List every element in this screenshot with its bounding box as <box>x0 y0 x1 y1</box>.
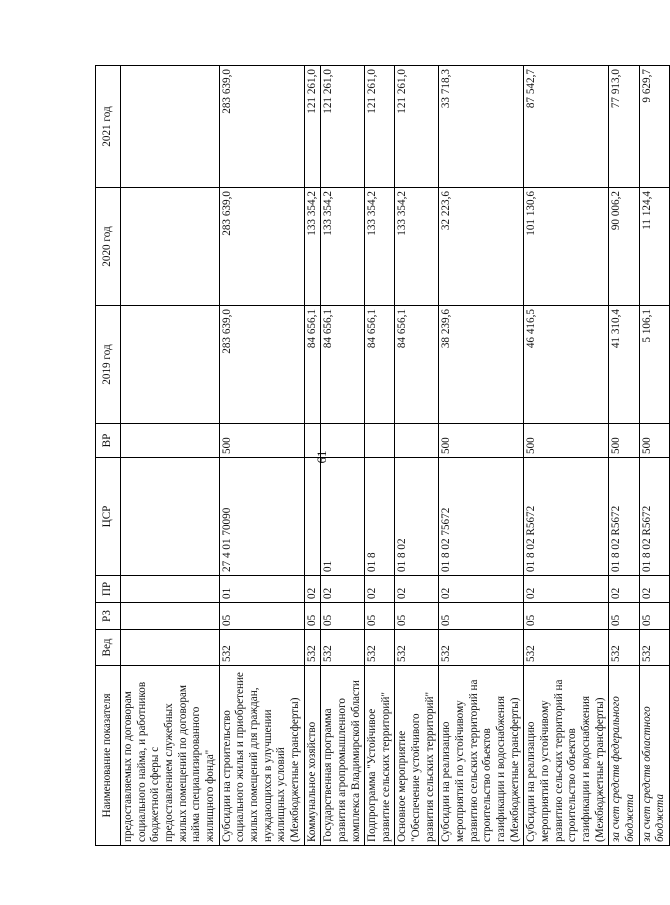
table-row <box>439 66 524 846</box>
table-row <box>609 66 639 846</box>
cell-ved: 532 <box>365 630 395 666</box>
cell-2021: 87 542,7 <box>524 66 609 188</box>
cell-vr <box>321 424 365 458</box>
cell-vr <box>304 424 321 458</box>
cell-ved: 532 <box>439 630 524 666</box>
header-2020: 2020 год <box>96 188 121 306</box>
cell-2019: 84 656,1 <box>304 306 321 424</box>
header-2019: 2019 год <box>96 306 121 424</box>
cell-csr: 01 8 02 R5672 <box>639 458 669 576</box>
cell-2019: 283 639,0 <box>219 306 304 424</box>
cell-2019: 84 656,1 <box>321 306 365 424</box>
table-row <box>524 66 609 846</box>
cell-pr: 01 <box>219 576 304 603</box>
table-row <box>219 66 304 846</box>
cell-vr: 500 <box>639 424 669 458</box>
cell-2021: 283 639,0 <box>219 66 304 188</box>
cell-csr: 01 8 02 R5672 <box>524 458 609 576</box>
page-number: 61 <box>314 450 329 464</box>
cell-ved: 532 <box>304 630 321 666</box>
cell-name: Коммунальное хозяйство <box>304 666 321 846</box>
cell-vr <box>365 424 395 458</box>
cell-ved: 532 <box>609 630 639 666</box>
cell-rz: 05 <box>639 603 669 630</box>
cell-name: Основное мероприятие "Обеспечение устойчивого развития сельских территорий" <box>395 666 439 846</box>
cell-2019: 84 656,1 <box>365 306 395 424</box>
cell-2021: 121 261,0 <box>304 66 321 188</box>
cell-vr: 500 <box>219 424 304 458</box>
cell-2021: 121 261,0 <box>365 66 395 188</box>
cell-2020: 133 354,2 <box>365 188 395 306</box>
cell-ved <box>121 630 220 666</box>
cell-csr: 01 8 <box>365 458 395 576</box>
cell-2021: 121 261,0 <box>321 66 365 188</box>
cell-pr: 02 <box>321 576 365 603</box>
header-csr: ЦСР <box>96 458 121 576</box>
table-row <box>365 66 395 846</box>
cell-2020 <box>121 188 220 306</box>
header-2021: 2021 год <box>96 66 121 188</box>
cell-2020: 133 354,2 <box>395 188 439 306</box>
table-row <box>304 66 321 846</box>
cell-2019: 41 310,4 <box>609 306 639 424</box>
cell-2019: 46 416,5 <box>524 306 609 424</box>
cell-2020: 11 124,4 <box>639 188 669 306</box>
cell-2019 <box>121 306 220 424</box>
cell-vr: 500 <box>609 424 639 458</box>
cell-name: Субсидии на строительство социального жилья и приобретение жилых помещений для граждан, нуждающихся в улучшении жилищных условий (Межбюджетные трансферты) <box>219 666 304 846</box>
cell-ved: 532 <box>219 630 304 666</box>
cell-csr: 01 8 02 75672 <box>439 458 524 576</box>
cell-rz: 05 <box>439 603 524 630</box>
header-row <box>96 66 121 846</box>
cell-rz: 05 <box>365 603 395 630</box>
cell-vr <box>121 424 220 458</box>
cell-name: Субсидии на реализацию мероприятий по устойчивому развитию сельских территорий на строительство объектов газификации и водоснабжения (Межбюджетные трансферты) <box>524 666 609 846</box>
cell-2020: 32 223,6 <box>439 188 524 306</box>
cell-2020: 283 639,0 <box>219 188 304 306</box>
cell-rz: 05 <box>395 603 439 630</box>
cell-2021: 33 718,3 <box>439 66 524 188</box>
cell-rz: 05 <box>609 603 639 630</box>
cell-2020: 90 006,2 <box>609 188 639 306</box>
budget-table <box>95 65 670 846</box>
cell-csr <box>121 458 220 576</box>
cell-pr: 02 <box>609 576 639 603</box>
cell-2020: 133 354,2 <box>304 188 321 306</box>
cell-pr: 02 <box>395 576 439 603</box>
cell-2021 <box>121 66 220 188</box>
cell-2021: 9 629,7 <box>639 66 669 188</box>
cell-rz: 05 <box>524 603 609 630</box>
cell-rz: 05 <box>219 603 304 630</box>
cell-pr: 02 <box>365 576 395 603</box>
cell-2020: 101 130,6 <box>524 188 609 306</box>
cell-rz: 05 <box>304 603 321 630</box>
cell-pr: 02 <box>639 576 669 603</box>
cell-ved: 532 <box>321 630 365 666</box>
cell-pr <box>121 576 220 603</box>
cell-csr: 01 <box>321 458 365 576</box>
cell-pr: 02 <box>524 576 609 603</box>
cell-name: Субсидии на реализацию мероприятий по устойчивому развитию сельских территорий на строительство объектов газификации и водоснабжения (Межбюджетные трансферты) <box>439 666 524 846</box>
header-vr: ВР <box>96 424 121 458</box>
rotated-table-container <box>95 66 667 846</box>
cell-vr: 500 <box>439 424 524 458</box>
cell-rz: 05 <box>321 603 365 630</box>
cell-pr: 02 <box>439 576 524 603</box>
cell-2019: 38 239,6 <box>439 306 524 424</box>
table-row <box>121 66 220 846</box>
cell-vr: 500 <box>524 424 609 458</box>
cell-ved: 532 <box>395 630 439 666</box>
cell-name: за счет средств областного бюджета <box>639 666 669 846</box>
header-rz: РЗ <box>96 603 121 630</box>
table-row <box>395 66 439 846</box>
table-row <box>639 66 669 846</box>
cell-csr: 01 8 02 <box>395 458 439 576</box>
cell-name: Подпрограмма "Устойчивое развитие сельских территорий" <box>365 666 395 846</box>
cell-2021: 77 913,0 <box>609 66 639 188</box>
header-ved: Вед <box>96 630 121 666</box>
cell-2019: 5 106,1 <box>639 306 669 424</box>
cell-name: предоставляемых по договорам социального найма, и работников бюджетной сферы с предоставлением служебных жилых помещений по договорам найма специализированного жилищного фонда" <box>121 666 220 846</box>
cell-2020: 133 354,2 <box>321 188 365 306</box>
cell-pr: 02 <box>304 576 321 603</box>
cell-vr <box>395 424 439 458</box>
header-name: Наименование показателя <box>96 666 121 846</box>
cell-csr: 01 8 02 R5672 <box>609 458 639 576</box>
cell-ved: 532 <box>639 630 669 666</box>
cell-name: за счет средств федерального бюджета <box>609 666 639 846</box>
cell-2019: 84 656,1 <box>395 306 439 424</box>
header-pr: ПР <box>96 576 121 603</box>
cell-rz <box>121 603 220 630</box>
cell-2021: 121 261,0 <box>395 66 439 188</box>
cell-csr <box>304 458 321 576</box>
cell-ved: 532 <box>524 630 609 666</box>
cell-name: Государственная программа развития агропромышленного комплекса Владимирской области <box>321 666 365 846</box>
cell-csr: 27 4 01 70090 <box>219 458 304 576</box>
table-row <box>321 66 365 846</box>
